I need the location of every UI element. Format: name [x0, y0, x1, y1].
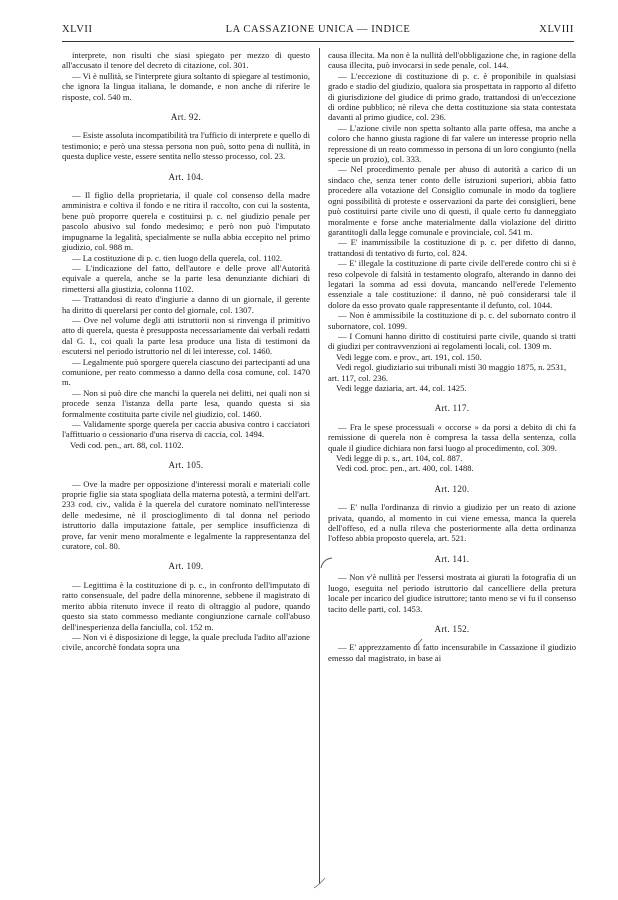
pencil-tick-icon	[414, 638, 424, 648]
index-page	[62, 24, 574, 890]
entry: — E' inammissibile la costituzione di p. c. per difetto di danno, trattandosi di tentativo di furto, col. 824.	[328, 237, 576, 258]
entry: — L'azione civile non spetta soltanto alla parte offesa, ma anche a coloro che hanno giusta ragione di far valere un interesse proprio nella repressione di un reato commesso in persona di un loro congiunto (nella specie un prozio), col. 333.	[328, 122, 576, 165]
entry: — Trattandosi di reato d'ingiurie a danno di un giornale, il gerente ha diritto di querelarsi per conto del giornale, col. 1307.	[62, 294, 310, 315]
entry: — Il figlio della proprietaria, il quale col consenso della madre amministra e coltiva il fondo e ne ritira il raccolto, con cui la sostenta, bene può proporre querela e costituirsi p. c. nel giudizio penale per pascolo abusivo sul fondo medesimo; e però non può l'imputato impugnarne la legalità, specialmente se nulla abbia eccepito nel primo giudizio, col. 988 m.	[62, 190, 310, 253]
entry: — E' nulla l'ordinanza di rinvio a giudizio per un reato di azione privata, quando, al momento in cui viene emessa, manca la querela dell'offeso, ed a nulla rileva che posteriormente alla detta ordinanza l'offeso abbia proposto querela, art. 521.	[328, 502, 576, 544]
entry: — Validamente sporge querela per caccia abusiva contro i cacciatori l'affittuario o cessionario d'una riserva di caccia, col. 1494.	[62, 419, 310, 440]
column-divider	[319, 48, 320, 884]
entry: causa illecita. Ma non è la nullità dell'obbligazione che, in ragione della causa illecita, può invocarsi in sede penale, col. 144.	[328, 50, 576, 71]
article-heading: Art. 152.	[434, 623, 470, 634]
entry: — I Comuni hanno diritto di costituirsi parte civile, quando si tratti di giudizi per contravvenzioni ai regolamenti locali, col. 1309 m.	[328, 330, 576, 352]
page-number-left: XLVII	[62, 24, 93, 35]
page-number-right: XLVIII	[539, 24, 574, 35]
entry: — Fra le spese processuali « occorse » da porsi a debito di chi fa remissione di querela non è compresa la tassa della sentenza, colla quale il giudice dichiara non farsi luogo al procedimento, col. 309.	[328, 421, 576, 453]
article-heading: Art. 92.	[170, 112, 202, 123]
entry: — L'eccezione di costituzione di p. c. è proponibile in qualsiasi grado e stadio del giudizio, qualora sia prospettata in rapporto al difetto di giurisdizione del giudice di primo grado, trattandosi di un'eccezione di ordine pubblico; nè rileva che detta costituzione sia stata contestata davanti al primo giudice, col. 236.	[328, 70, 576, 123]
header-title: LA CASSAZIONE UNICA — INDICE	[225, 24, 411, 35]
cross-reference: Vedi regol. giudiziario sui tribunali misti 30 maggio 1875, n. 2531, art. 117, col. 236.	[328, 362, 567, 383]
pencil-stroke-icon	[312, 876, 328, 890]
entry: — Esiste assoluta incompatibilità tra l'ufficio di interprete e quello di testimonio; e però una stessa persona non può, sotto pena di nullità, in questa duplice veste, essere sentita nello stesso processo, col. 23.	[62, 130, 310, 162]
entry: — Non è ammissibile la costituzione di p. c. del subornato contro il subornatore, col. 1099.	[328, 310, 576, 331]
article-heading: Art. 105.	[168, 460, 204, 471]
header-rule	[62, 41, 574, 42]
entry: — E' illegale la costituzione di parte civile dell'erede contro chi si è reso colpevole di falsità in testamento olografo, alterando in danno dei legatari la somma ad essi dovuta, mancando nell'erede l'elemento essenziale a tale costituzione: il danno, nè può considerarsi tale il dolore da esso provato quale rappresentante il defunto, col. 1044.	[328, 258, 576, 310]
entry: — Vi è nullità, se l'interprete giura soltanto di spiegare al testimonio, che ignora la lingua italiana, le domande, e non anche di riferire le risposte, col. 540 m.	[62, 70, 310, 102]
cross-reference: Vedi cod. pen., art. 88, col. 1102.	[70, 439, 184, 450]
entry: — Non v'è nullità per l'essersi mostrata ai giurati la fotografia di un luogo, eseguita nel periodo istruttorio dal cancelliere della pretura locale per incarico del giudice istruttore; tanto meno se vi fu il consenso tacito delle parti, col. 1453.	[328, 572, 576, 614]
right-column	[328, 50, 576, 663]
article-heading: Art. 117.	[434, 403, 470, 414]
entry: — L'indicazione del fatto, dell'autore e delle prove all'Autorità equivale a querela, anche se la parte lesa denunziante dichiari di rimettersi alla giustizia, colonna 1102.	[62, 262, 310, 294]
entry: — La costituzione di p. c. tien luogo della querela, col. 1102.	[72, 252, 283, 263]
cross-reference: Vedi legge com. e prov., art. 191, col. 150.	[336, 351, 482, 362]
left-column	[62, 50, 310, 653]
article-heading: Art. 141.	[434, 553, 470, 564]
entry: — Non vi è disposizione di legge, la quale precluda l'adito all'azione civile, ancorchè fondata sopra una	[62, 631, 310, 653]
cross-reference: Vedi legge di p. s., art. 104, col. 887.	[336, 453, 463, 464]
article-heading: Art. 104.	[168, 171, 204, 182]
entry: — Nel procedimento penale per abuso di autorità a carico di un sindaco che, senza tener conto delle istruzioni superiori, abbia fatto procedere alla votazione del Consiglio comunale in modo da togliere ogni possibilità di proteste e osservazioni da parte dei consiglieri, bene può costituirsi parte civile uno di questi, il quale certo fu danneggiato moralmente e forse anche materialmente dalla violazione del diritto garantitogli dalla legge comunale e provinciale, col. 541 m.	[328, 164, 576, 237]
entry: — Legalmente può sporgere querela ciascuno dei partecipanti ad una comunione, per reato commesso a danno della cosa comune, col. 1470 m.	[62, 356, 310, 388]
pencil-mark-icon	[320, 556, 334, 570]
entry: interprete, non risulti che siasi spiegato per mezzo di questo all'accusato il tenore del decreto di citazione, col. 301.	[62, 50, 310, 71]
running-header	[62, 24, 574, 38]
entry: — Ove la madre per opposizione d'interessi morali e materiali colle proprie figlie sia stata spogliata della materna potestà, a termini dell'art. 233 cod. civ., valida è la querela del curatore nominato nell'interesse delle medesime, nè il proscioglimento di tal donna nel periodo istruttorio dalla imputazione fattale, per semplice insufficienza di prove, far venir meno moralmente e legalmente la rappresentanza del curatore, col. 80.	[62, 478, 310, 552]
article-heading: Art. 109.	[168, 561, 204, 572]
cross-reference: Vedi legge daziaria, art. 44, col. 1425.	[336, 383, 467, 393]
entry: — E' apprezzamento di fatto incensurabile in Cassazione il giudizio emesso dal magistrato, in base ai	[328, 642, 576, 663]
entry: — Non si può dire che manchi la querela nei delitti, nei quali non si procede senza l'istanza della parte lesa, quando questa si sia formalmente costituita parte civile nel giudizio, col. 1460.	[62, 387, 310, 419]
cross-reference: Vedi cod. proc. pen., art. 400, col. 1488.	[336, 463, 474, 474]
entry: — Ove nel volume degli atti istruttorii non si rinvenga il primitivo atto di querela, questa è presupposta necessariamente dai verbali redatti dal G. I., coi quali la parte lesa produce una lista di testimoni da escutersi nel periodo istruttorio nel di lei interesse, col. 1460.	[62, 314, 310, 357]
article-heading: Art. 120.	[434, 483, 470, 494]
entry: — Legittima è la costituzione di p. c., in confronto dell'imputato di ratto consensuale, del padre della minorenne, sebbene il magistrato di merito abbia ritenuto invece il reato di oltraggio al pudore, quando questo sia stato commesso mediante congiunzione carnale coll'abuso dell'inesperienza della fanciulla, col. 152 m.	[62, 579, 310, 632]
